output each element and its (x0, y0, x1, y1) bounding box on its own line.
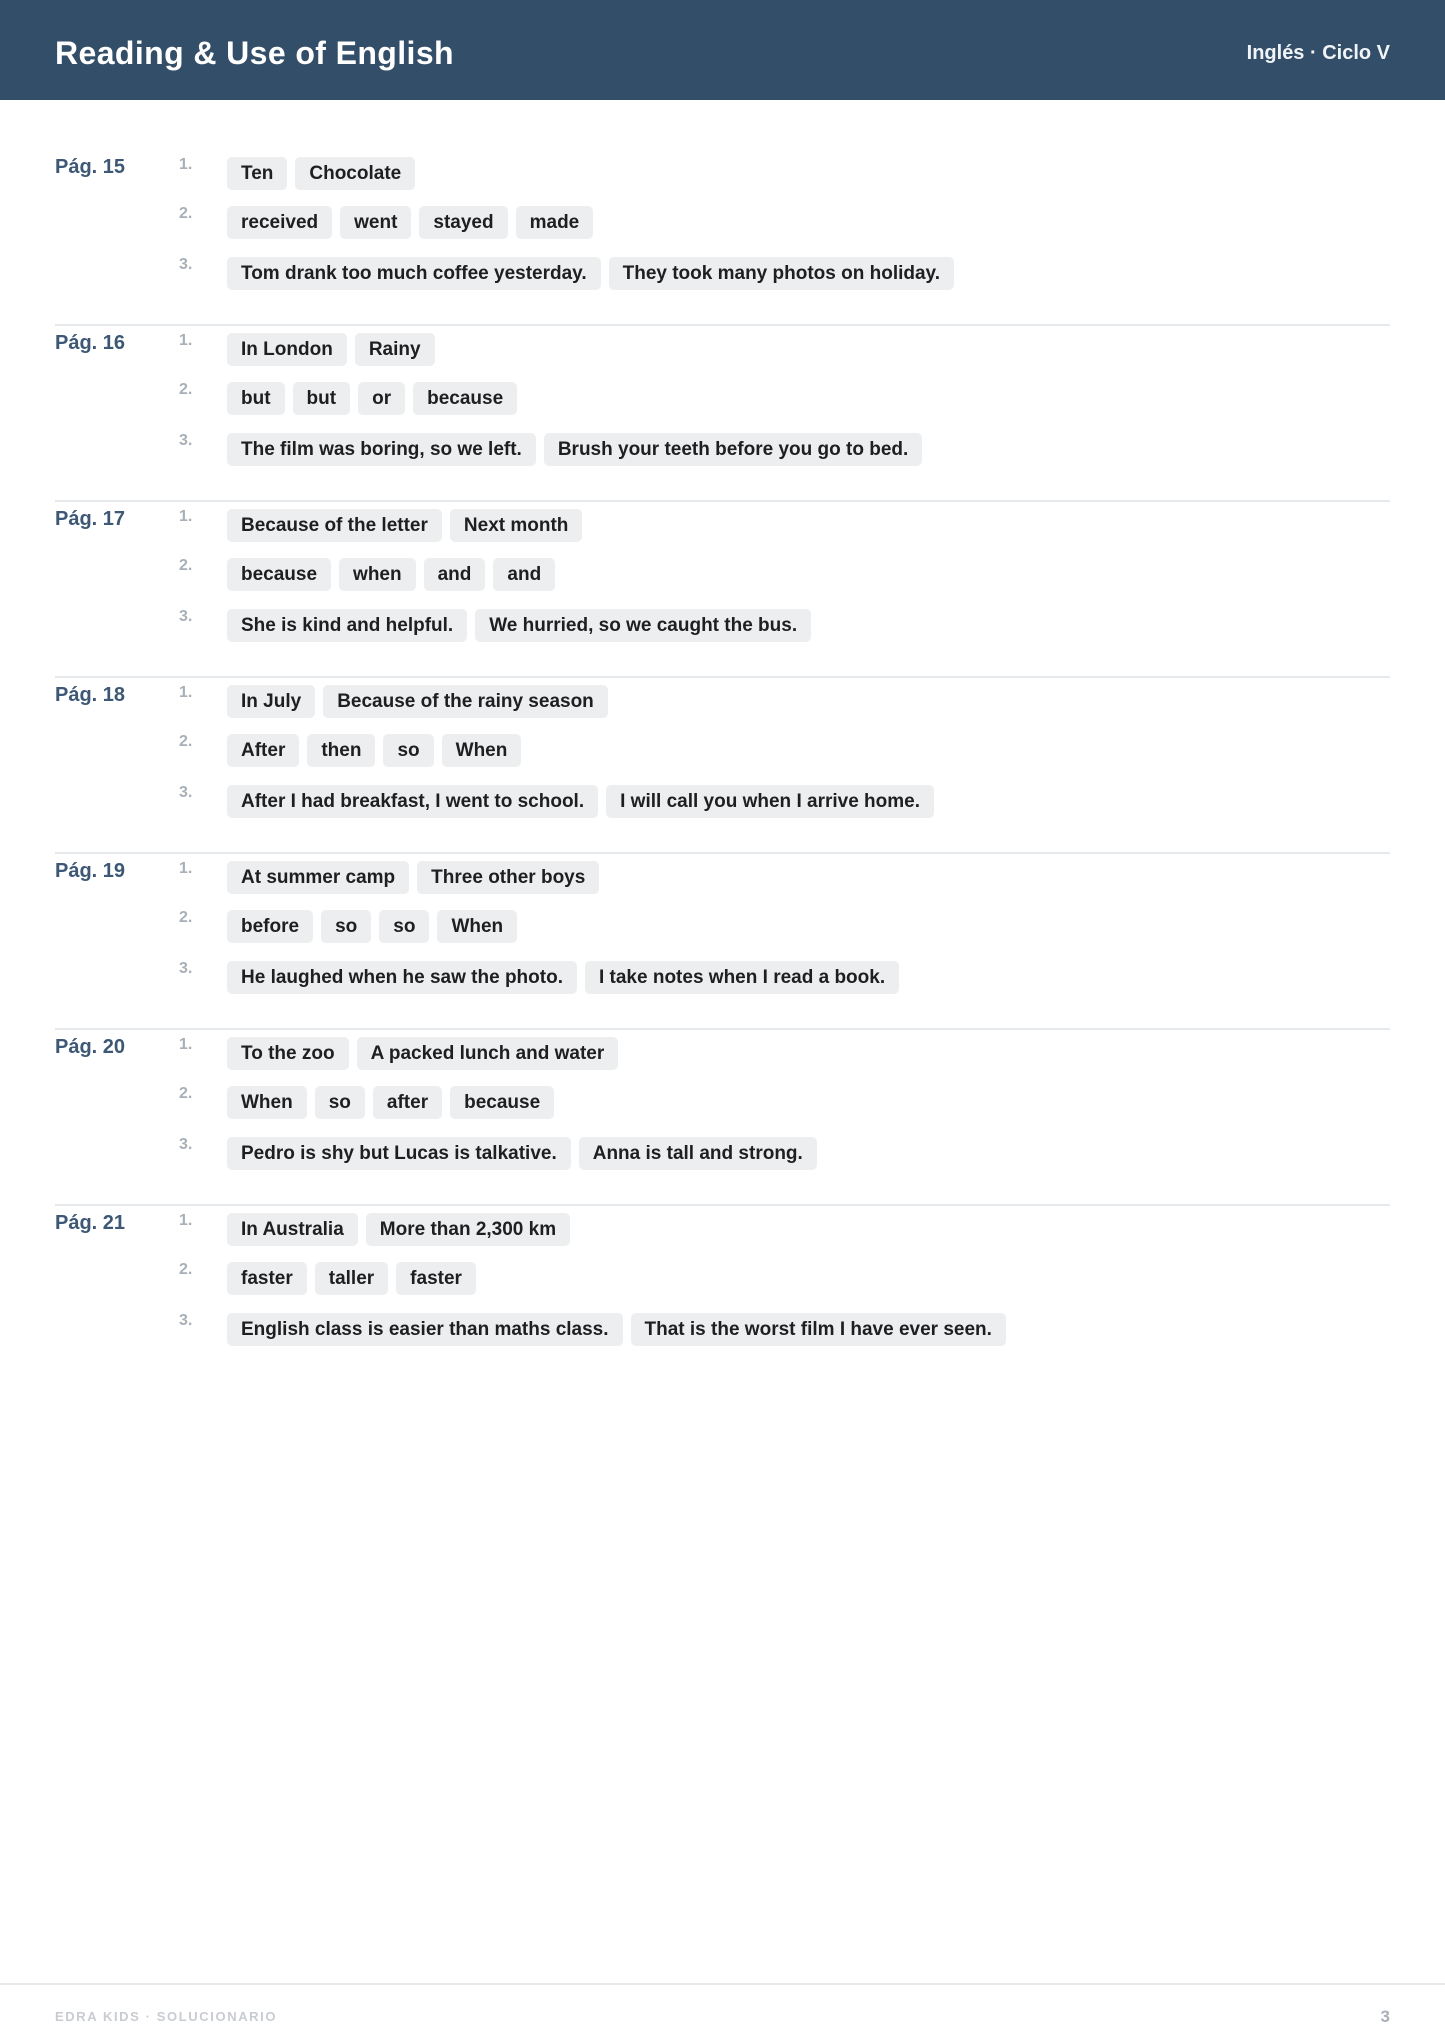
answer-section (55, 1030, 1390, 1206)
answer-chip: They took many photos on holiday. (609, 257, 954, 290)
answer-chip: Because of the letter (227, 509, 442, 542)
answer-chip: A packed lunch and water (357, 1037, 619, 1070)
question-row (55, 380, 1390, 416)
answer-chip: Brush your teeth before you go to bed. (544, 433, 922, 466)
question-number: 3. (179, 256, 193, 273)
question-number: 1. (179, 332, 193, 349)
answer-list (227, 910, 517, 943)
question-number: 2. (179, 1261, 193, 1278)
answer-chip: because (450, 1086, 554, 1119)
answer-list (227, 609, 811, 642)
answer-list (227, 1137, 817, 1170)
section-page-label: Pág. 19 (55, 860, 126, 882)
question-row (55, 1135, 1390, 1171)
answer-chip: In Australia (227, 1213, 358, 1246)
question-number: 2. (179, 1085, 193, 1102)
answer-section (55, 150, 1390, 326)
answer-chip: Chocolate (295, 157, 415, 190)
answer-section (55, 326, 1390, 502)
question-row (55, 1311, 1390, 1347)
answer-chip: We hurried, so we caught the bus. (475, 609, 811, 642)
answer-list (227, 1037, 618, 1070)
answer-chip: made (516, 206, 594, 239)
footer-page-number: 3 (1380, 2007, 1390, 2026)
question-row (55, 1260, 1390, 1296)
answer-chip: when (339, 558, 416, 591)
answer-chip: In London (227, 333, 347, 366)
answer-chip: so (315, 1086, 365, 1119)
answer-chip: Because of the rainy season (323, 685, 608, 718)
answer-chip: then (307, 734, 375, 767)
answer-chip: went (340, 206, 411, 239)
answer-list (227, 734, 521, 767)
answer-chip: taller (315, 1262, 388, 1295)
section-page-label: Pág. 16 (55, 332, 126, 354)
answer-list (227, 1213, 570, 1246)
answer-chip: received (227, 206, 332, 239)
page-header (0, 0, 1445, 100)
answer-chip: Rainy (355, 333, 435, 366)
answer-chip: After (227, 734, 299, 767)
answer-list (227, 785, 934, 818)
answer-chip: Pedro is shy but Lucas is talkative. (227, 1137, 571, 1170)
answer-chip: After I had breakfast, I went to school. (227, 785, 598, 818)
question-number: 3. (179, 960, 193, 977)
question-number: 1. (179, 684, 193, 701)
answer-chip: In July (227, 685, 315, 718)
page-subtitle: Inglés · Ciclo V (1246, 42, 1390, 64)
answer-list (227, 961, 899, 994)
question-row (55, 556, 1390, 592)
question-row (55, 255, 1390, 291)
answer-chip: because (227, 558, 331, 591)
answer-list (227, 509, 582, 542)
question-row (55, 1035, 1390, 1071)
answer-chip: or (358, 382, 405, 415)
answer-chip: The film was boring, so we left. (227, 433, 536, 466)
answer-chip: stayed (419, 206, 507, 239)
answer-list (227, 1262, 476, 1295)
question-row (55, 859, 1390, 895)
question-number: 3. (179, 432, 193, 449)
answer-chip: faster (396, 1262, 476, 1295)
question-row (55, 732, 1390, 768)
answer-chip: Tom drank too much coffee yesterday. (227, 257, 601, 290)
answer-section (55, 854, 1390, 1030)
answer-chip: At summer camp (227, 861, 409, 894)
question-number: 3. (179, 1136, 193, 1153)
answer-chip: before (227, 910, 313, 943)
question-number: 3. (179, 608, 193, 625)
answer-chip: Anna is tall and strong. (579, 1137, 817, 1170)
answer-chip: but (227, 382, 285, 415)
question-row (55, 607, 1390, 643)
answer-list (227, 1313, 1006, 1346)
answer-chip: I will call you when I arrive home. (606, 785, 934, 818)
question-row (55, 1211, 1390, 1247)
question-row (55, 431, 1390, 467)
answer-chip: When (227, 1086, 307, 1119)
question-row (55, 204, 1390, 240)
answer-chip: so (383, 734, 433, 767)
answer-chip: When (442, 734, 522, 767)
section-page-label: Pág. 20 (55, 1036, 126, 1058)
section-page-label: Pág. 15 (55, 156, 126, 178)
answer-sections (55, 150, 1390, 1382)
answer-list (227, 433, 922, 466)
question-number: 2. (179, 205, 193, 222)
answer-list (227, 861, 599, 894)
question-number: 2. (179, 557, 193, 574)
question-row (55, 155, 1390, 191)
question-number: 1. (179, 1036, 193, 1053)
answer-chip: after (373, 1086, 442, 1119)
answer-chip: Next month (450, 509, 583, 542)
answer-chip: To the zoo (227, 1037, 349, 1070)
footer-publisher: EDRA KIDS · SOLUCIONARIO (55, 2009, 278, 2024)
answer-chip: I take notes when I read a book. (585, 961, 899, 994)
question-number: 1. (179, 860, 193, 877)
answer-chip: She is kind and helpful. (227, 609, 467, 642)
answer-list (227, 257, 954, 290)
answer-chip: He laughed when he saw the photo. (227, 961, 577, 994)
page-title: Reading & Use of English (55, 35, 454, 71)
answer-list (227, 157, 415, 190)
answer-chip: and (424, 558, 486, 591)
answer-section (55, 678, 1390, 854)
answer-chip: but (293, 382, 351, 415)
answer-list (227, 206, 593, 239)
section-page-label: Pág. 18 (55, 684, 126, 706)
answer-chip: When (437, 910, 517, 943)
answer-list (227, 558, 555, 591)
question-number: 3. (179, 784, 193, 801)
answer-section (55, 1206, 1390, 1382)
question-row (55, 908, 1390, 944)
answer-chip: so (321, 910, 371, 943)
question-row (55, 331, 1390, 367)
answer-section (55, 502, 1390, 678)
answer-list (227, 1086, 554, 1119)
answer-chip: because (413, 382, 517, 415)
question-number: 3. (179, 1312, 193, 1329)
question-number: 1. (179, 1212, 193, 1229)
question-row (55, 959, 1390, 995)
section-page-label: Pág. 17 (55, 508, 126, 530)
answer-chip: Ten (227, 157, 287, 190)
answer-chip: More than 2,300 km (366, 1213, 570, 1246)
question-number: 2. (179, 909, 193, 926)
section-page-label: Pág. 21 (55, 1212, 126, 1234)
answer-chip: and (493, 558, 555, 591)
question-number: 2. (179, 733, 193, 750)
answer-chip: faster (227, 1262, 307, 1295)
question-row (55, 783, 1390, 819)
question-number: 1. (179, 156, 193, 173)
question-row (55, 1084, 1390, 1120)
answer-chip: so (379, 910, 429, 943)
answer-chip: That is the worst film I have ever seen. (631, 1313, 1006, 1346)
question-number: 2. (179, 381, 193, 398)
answer-list (227, 685, 608, 718)
question-row (55, 683, 1390, 719)
answer-list (227, 382, 517, 415)
answer-chip: Three other boys (417, 861, 599, 894)
question-number: 1. (179, 508, 193, 525)
page-footer (0, 1983, 1445, 2026)
answer-list (227, 333, 435, 366)
answer-chip: English class is easier than maths class. (227, 1313, 623, 1346)
question-row (55, 507, 1390, 543)
